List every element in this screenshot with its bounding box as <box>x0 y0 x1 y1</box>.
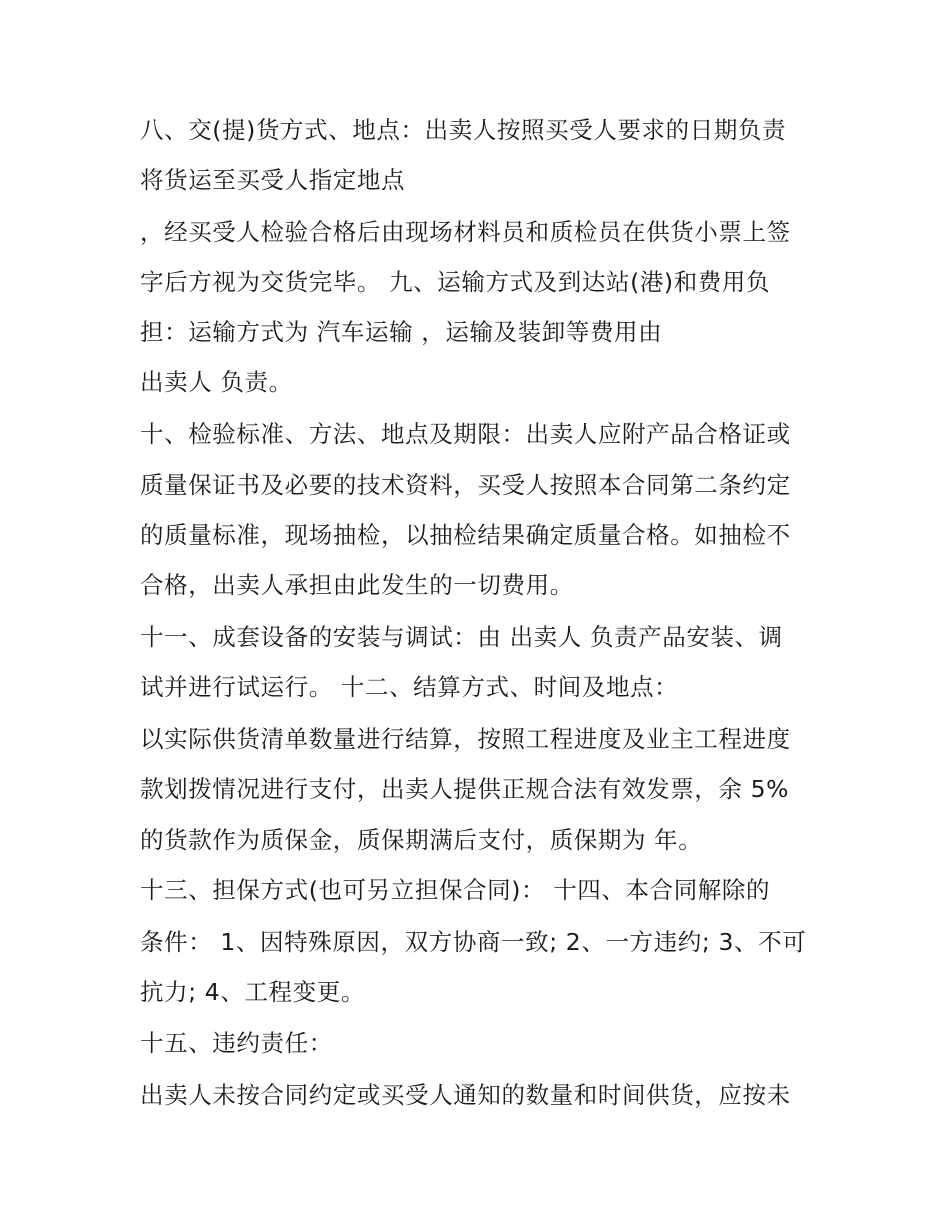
text-line: 八、交(提)货方式、地点：出卖人按照买受人要求的日期负责 <box>140 116 787 144</box>
text-line: 抗力; 4、工程变更。 <box>140 978 365 1006</box>
text-line: 字后方视为交货完毕。 九、运输方式及到达站(港)和费用负 <box>140 268 771 296</box>
text-line: 十五、违约责任： <box>140 1029 333 1057</box>
text-line: 出卖人 负责。 <box>140 368 293 396</box>
text-line: 担：运输方式为 汽车运输 ，运输及装卸等费用由 <box>140 318 663 346</box>
text-line: ，经买受人检验合格后由现场材料员和质检员在供货小票上签 <box>140 218 791 246</box>
text-line: 将货运至买受人指定地点 <box>140 166 406 194</box>
text-line: 质量保证书及必要的技术资料，买受人按照本合同第二条约定 <box>140 471 791 499</box>
text-line: 十一、成套设备的安装与调试：由 出卖人 负责产品安装、调 <box>140 623 783 651</box>
text-line: 出卖人未按合同约定或买受人通知的数量和时间供货，应按未 <box>140 1081 791 1109</box>
text-line: 以实际供货清单数量进行结算，按照工程进度及业主工程进度 <box>140 725 791 753</box>
text-line: 十三、担保方式(也可另立担保合同)： 十四、本合同解除的 <box>140 876 771 904</box>
text-line: 条件： 1、因特殊原因，双方协商一致; 2、一方违约; 3、不可 <box>140 928 807 956</box>
text-line: 款划拨情况进行支付，出卖人提供正规合法有效发票，余 5% <box>140 775 790 803</box>
text-line: 试并进行试运行。 十二、结算方式、时间及地点： <box>140 673 679 701</box>
text-line: 的质量标准，现场抽检，以抽检结果确定质量合格。如抽检不 <box>140 521 791 549</box>
text-line: 合格，出卖人承担由此发生的一切费用。 <box>140 571 574 599</box>
text-line: 的货款作为质保金，质保期满后支付，质保期为 年。 <box>140 826 703 854</box>
text-line: 十、检验标准、方法、地点及期限：出卖人应附产品合格证或 <box>140 420 791 448</box>
